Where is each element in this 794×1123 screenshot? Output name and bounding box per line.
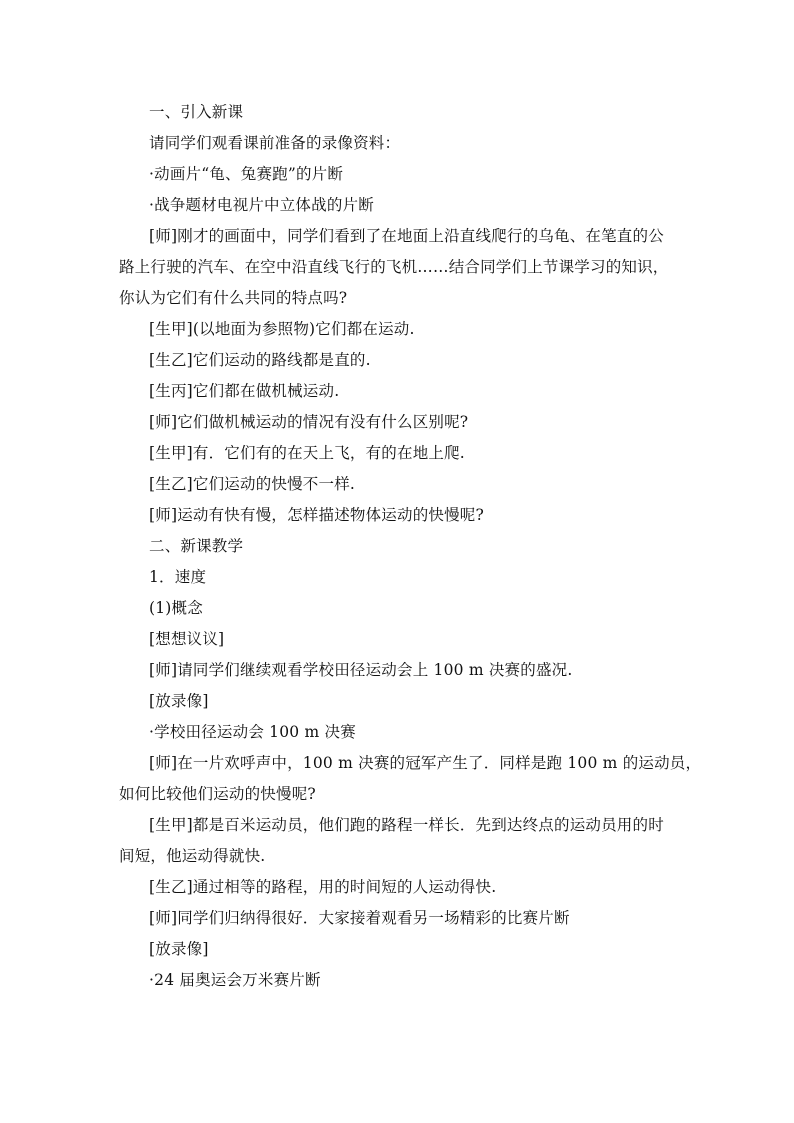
- text-line: [师]在一片欢呼声中，100 m 决赛的冠军产生了．同样是跑 100 m 的运动员，: [149, 754, 702, 772]
- text-line: ·学校田径运动会 100 m 决赛: [149, 723, 356, 741]
- text-line: [生甲]有．它们有的在天上飞，有的在地上爬.: [149, 444, 465, 462]
- text-line: [师]运动有快有慢，怎样描述物体运动的快慢呢?: [149, 506, 485, 524]
- document-body: [119, 97, 702, 996]
- text-line: 间短，他运动得就快.: [119, 847, 266, 865]
- text-line: 二、新课教学: [149, 537, 244, 555]
- text-line: 请同学们观看课前准备的录像资料：: [149, 134, 401, 152]
- text-line: 如何比较他们运动的快慢呢?: [119, 785, 316, 803]
- text-line: [生乙]它们运动的路线都是直的.: [149, 351, 371, 369]
- text-line: ·战争题材电视片中立体战的片断: [149, 196, 374, 214]
- text-line: [生乙]它们运动的快慢不一样.: [149, 475, 356, 493]
- text-line: 1．速度: [149, 568, 207, 586]
- text-line: (1)概念: [149, 599, 203, 617]
- text-line: 你认为它们有什么共同的特点吗?: [119, 289, 348, 307]
- text-line: [师]刚才的画面中，同学们看到了在地面上沿直线爬行的乌龟、在笔直的公: [149, 227, 664, 245]
- text-line: [师]请同学们继续观看学校田径运动会上 100 m 决赛的盛况.: [149, 661, 573, 679]
- text-line: [生乙]通过相等的路程，用的时间短的人运动得快.: [149, 878, 497, 896]
- text-line: [放录像]: [149, 940, 209, 958]
- text-line: ·动画片“龟、兔赛跑”的片断: [149, 165, 344, 183]
- text-line: 一、引入新课: [149, 103, 244, 121]
- text-line: [师]同学们归纳得很好．大家接着观看另一场精彩的比赛片断: [149, 909, 570, 927]
- text-line: [放录像]: [149, 692, 209, 710]
- text-line: 路上行驶的汽车、在空中沿直线飞行的飞机……结合同学们上节课学习的知识，: [119, 258, 669, 276]
- text-line: [想想议议]: [149, 630, 225, 648]
- text-line: [生丙]它们都在做机械运动.: [149, 382, 340, 400]
- text-line: [生甲](以地面为参照物)它们都在运动.: [149, 320, 415, 338]
- text-line: [生甲]都是百米运动员，他们跑的路程一样长．先到达终点的运动员用的时: [149, 816, 664, 834]
- text-line: ·24 届奥运会万米赛片断: [149, 971, 321, 989]
- text-line: [师]它们做机械运动的情况有没有什么区别呢?: [149, 413, 469, 431]
